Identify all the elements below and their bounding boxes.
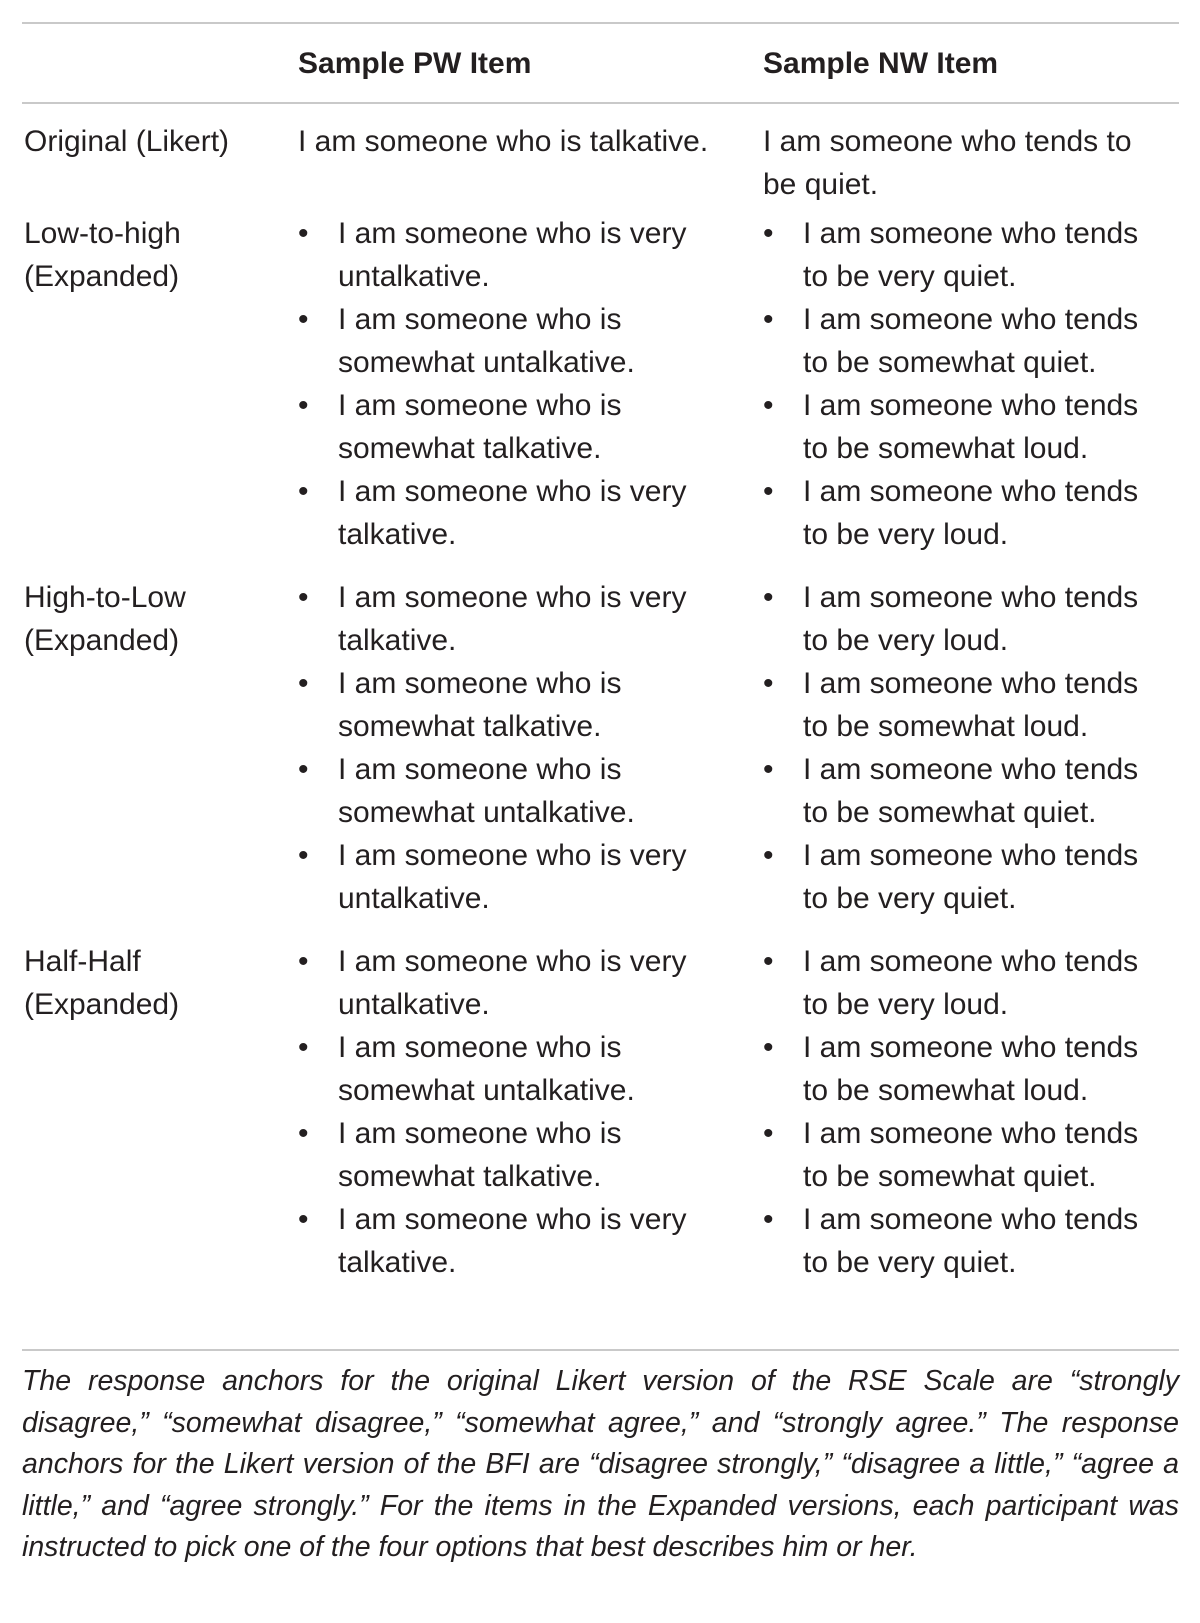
item-text: I am someone who is somewhat untalkative. [338, 753, 635, 829]
table-row-high-to-low [22, 576, 1179, 940]
list-item [298, 1026, 747, 1112]
bullet-icon: • [298, 1203, 309, 1236]
item-text: I am someone who tends to be somewhat loud. [803, 667, 1139, 743]
nw-high-to-low-list [763, 576, 1169, 920]
bullet-icon: • [298, 389, 309, 422]
item-text: I am someone who tends to be very quiet. [803, 1203, 1139, 1279]
header-stub [22, 24, 292, 102]
bullet-icon: • [763, 839, 774, 872]
item-text: I am someone who is somewhat talkative. [338, 389, 622, 465]
item-text: I am someone who tends to be very loud. [803, 581, 1139, 657]
bullet-icon: • [763, 667, 774, 700]
list-item [298, 576, 747, 662]
bullet-icon: • [298, 753, 309, 786]
row-label-high-to-low: High-to-Low (Expanded) [24, 581, 186, 657]
list-item [763, 1198, 1169, 1284]
nw-original-item: I am someone who tends to be quiet. [763, 125, 1132, 201]
item-text: I am someone who tends to be very loud. [803, 945, 1139, 1021]
pw-low-to-high-list [298, 212, 747, 556]
bullet-icon: • [763, 581, 774, 614]
list-item [763, 748, 1169, 834]
list-item [298, 834, 747, 920]
pw-original-item: I am someone who is talkative. [298, 125, 709, 158]
item-text: I am someone who is very untalkative. [338, 217, 687, 293]
nw-half-half-cell [757, 940, 1179, 1284]
item-text: I am someone who tends to be somewhat loud. [803, 389, 1139, 465]
list-item [298, 384, 747, 470]
bullet-icon: • [298, 839, 309, 872]
list-item [298, 212, 747, 298]
header-pw-item: Sample PW Item [298, 46, 532, 80]
item-text: I am someone who is very talkative. [338, 581, 687, 657]
pw-high-to-low-list [298, 576, 747, 920]
list-item [298, 1112, 747, 1198]
table-bottom-rule [22, 1349, 1179, 1351]
bullet-icon: • [298, 475, 309, 508]
pw-half-half-cell [292, 940, 757, 1284]
list-item [763, 298, 1169, 384]
bullet-icon: • [298, 303, 309, 336]
item-text: I am someone who tends to be somewhat loud. [803, 1031, 1139, 1107]
item-text: I am someone who is very untalkative. [338, 839, 687, 915]
list-item [763, 576, 1169, 662]
item-text: I am someone who tends to be somewhat quiet. [803, 753, 1139, 829]
item-text: I am someone who tends to be somewhat quiet. [803, 1117, 1139, 1193]
bullet-icon: • [298, 1117, 309, 1150]
item-text: I am someone who is somewhat talkative. [338, 667, 622, 743]
list-item [298, 662, 747, 748]
bullet-icon: • [763, 217, 774, 250]
list-item [763, 662, 1169, 748]
pw-half-half-list [298, 940, 747, 1284]
bullet-icon: • [298, 217, 309, 250]
nw-low-to-high-cell [757, 212, 1179, 576]
list-item [763, 470, 1169, 556]
list-item [763, 384, 1169, 470]
header-nw-item: Sample NW Item [763, 46, 999, 80]
bullet-icon: • [763, 389, 774, 422]
bullet-icon: • [298, 581, 309, 614]
list-item [763, 940, 1169, 1026]
list-item [298, 940, 747, 1026]
table-row-low-to-high [22, 212, 1179, 576]
nw-low-to-high-list [763, 212, 1169, 556]
sample-items-table [22, 24, 1179, 1284]
bullet-icon: • [298, 1031, 309, 1064]
bullet-icon: • [763, 303, 774, 336]
table-row-half-half [22, 940, 1179, 1284]
list-item [763, 212, 1169, 298]
list-item [298, 298, 747, 384]
bullet-icon: • [763, 753, 774, 786]
item-text: I am someone who tends to be very loud. [803, 475, 1139, 551]
nw-half-half-list [763, 940, 1169, 1284]
item-text: I am someone who is somewhat talkative. [338, 1117, 622, 1193]
bullet-icon: • [763, 945, 774, 978]
item-text: I am someone who is somewhat untalkative. [338, 1031, 635, 1107]
bullet-icon: • [763, 475, 774, 508]
pw-low-to-high-cell [292, 212, 757, 576]
item-text: I am someone who is very talkative. [338, 475, 687, 551]
bullet-icon: • [763, 1203, 774, 1236]
bullet-icon: • [763, 1031, 774, 1064]
table-row-original [22, 102, 1179, 212]
item-text: I am someone who tends to be very quiet. [803, 217, 1139, 293]
bullet-icon: • [298, 667, 309, 700]
table-header-row [22, 24, 1179, 102]
table-footnote: The response anchors for the original Likert version of the RSE Scale are “strongly disagree,” “somewhat disagree,” “somewhat agree,” and “strongly agree.” The response anchors for the Likert version of the BFI are “disagree strongly,” “disagree a little,” “agree a little,” and “agree strongly.” For the items in the Expanded versions, each participant was instructed to pick one of the four options that best describes him or her. [22, 1365, 1179, 1563]
item-text: I am someone who is somewhat untalkative. [338, 303, 635, 379]
list-item [298, 748, 747, 834]
list-item [763, 1112, 1169, 1198]
list-item [298, 1198, 747, 1284]
nw-high-to-low-cell [757, 576, 1179, 940]
bullet-icon: • [763, 1117, 774, 1150]
list-item [298, 470, 747, 556]
item-text: I am someone who is very talkative. [338, 1203, 687, 1279]
row-label-half-half: Half-Half (Expanded) [24, 945, 180, 1021]
item-text: I am someone who tends to be very quiet. [803, 839, 1139, 915]
item-text: I am someone who tends to be somewhat quiet. [803, 303, 1139, 379]
bullet-icon: • [298, 945, 309, 978]
list-item [763, 834, 1169, 920]
row-label-low-to-high: Low-to-high (Expanded) [24, 217, 181, 293]
item-text: I am someone who is very untalkative. [338, 945, 687, 1021]
pw-high-to-low-cell [292, 576, 757, 940]
list-item [763, 1026, 1169, 1112]
row-label-original: Original (Likert) [24, 125, 230, 158]
